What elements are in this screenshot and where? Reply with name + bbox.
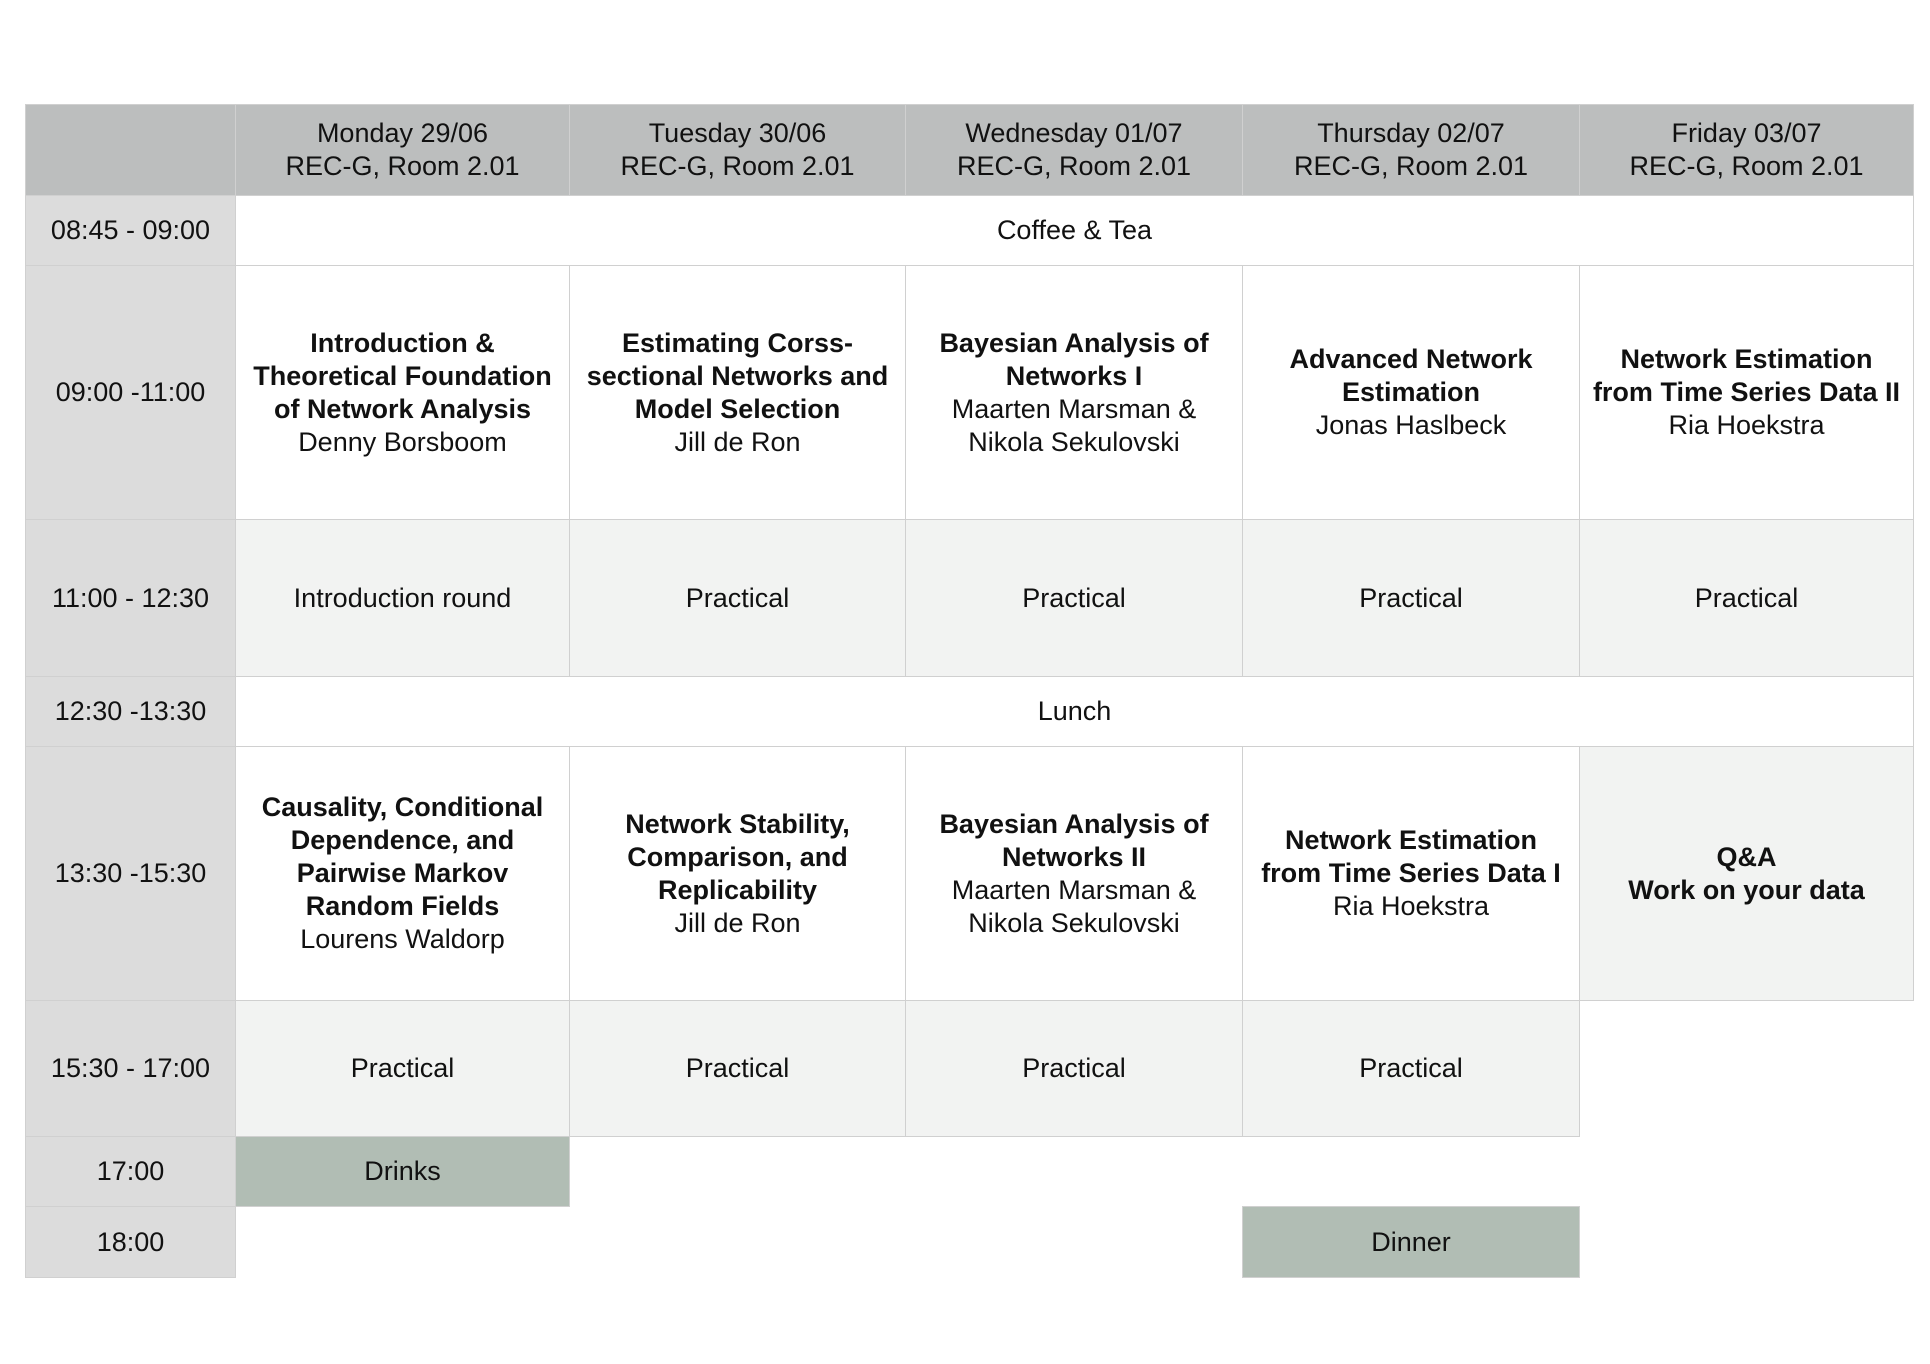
- practical-cell: Practical: [236, 1001, 570, 1137]
- header-row: [26, 105, 1914, 196]
- drinks-cell: Drinks: [236, 1137, 570, 1207]
- practical-cell: Practical: [906, 1001, 1243, 1137]
- session-speaker: Jill de Ron: [674, 426, 801, 457]
- time-cell: 13:30 -15:30: [26, 747, 236, 1001]
- session-title: Advanced Network Estimation: [1289, 344, 1533, 407]
- session-cell-thursday-morning: [1243, 266, 1580, 520]
- empty-cell: [1580, 1207, 1914, 1278]
- empty-cell: [236, 1207, 1243, 1278]
- empty-cell: [570, 1137, 1914, 1207]
- room-label: REC-G, Room 2.01: [1629, 151, 1864, 181]
- lunch-row: [26, 677, 1914, 747]
- time-cell: 11:00 - 12:30: [26, 520, 236, 677]
- session-cell-wednesday-afternoon: [906, 747, 1243, 1001]
- empty-cell: [1580, 1001, 1914, 1137]
- session-cell-tuesday-morning: [570, 266, 906, 520]
- day-header-monday: [236, 105, 570, 196]
- coffee-row: [26, 196, 1914, 266]
- day-label: Monday 29/06: [316, 118, 489, 148]
- morning-session-row: [26, 266, 1914, 520]
- session-speaker: Lourens Waldorp: [300, 924, 505, 954]
- session-cell-tuesday-afternoon: [570, 747, 906, 1001]
- session-title: Q&A: [1716, 841, 1777, 872]
- dinner-row: [26, 1207, 1914, 1278]
- session-speaker: Jonas Haslbeck: [1315, 410, 1507, 440]
- practical-cell: Introduction round: [236, 520, 570, 677]
- session-title: Bayesian Analysis of Networks I: [939, 327, 1209, 391]
- day-label: Friday 03/07: [1671, 118, 1822, 148]
- time-cell: 15:30 - 17:00: [26, 1001, 236, 1137]
- day-header-tuesday: [570, 105, 906, 196]
- practical-row-2: [26, 1001, 1914, 1137]
- session-speaker: Nikola Sekulovski: [968, 907, 1180, 938]
- session-speaker: Ria Hoekstra: [1332, 891, 1490, 921]
- afternoon-session-row: [26, 747, 1914, 1001]
- session-speaker: Jill de Ron: [674, 907, 801, 938]
- session-speaker: Maarten Marsman &: [951, 874, 1197, 905]
- lunch-break-cell: Lunch: [236, 677, 1914, 747]
- session-cell-monday-morning: [236, 266, 570, 520]
- session-cell-wednesday-morning: [906, 266, 1243, 520]
- time-cell: 09:00 -11:00: [26, 266, 236, 520]
- session-title: Work on your data: [1628, 874, 1865, 905]
- dinner-cell: Dinner: [1243, 1207, 1580, 1278]
- session-cell-friday-afternoon: [1580, 747, 1914, 1001]
- session-speaker: Nikola Sekulovski: [968, 426, 1180, 457]
- time-cell: 12:30 -13:30: [26, 677, 236, 747]
- header-corner-cell: [26, 105, 236, 196]
- session-speaker: Denny Borsboom: [298, 426, 507, 457]
- room-label: REC-G, Room 2.01: [620, 151, 855, 181]
- session-title: Estimating Corss-sectional Networks and Model Selection: [586, 327, 889, 424]
- room-label: REC-G, Room 2.01: [285, 151, 520, 181]
- day-label: Tuesday 30/06: [648, 118, 827, 148]
- day-header-wednesday: [906, 105, 1243, 196]
- session-title: Network Estimation from Time Series Data II: [1592, 344, 1901, 407]
- coffee-break-cell: Coffee & Tea: [236, 196, 1914, 266]
- session-title: Causality, Conditional Dependence, and Pairwise Markov Random Fields: [261, 792, 544, 921]
- time-cell: 17:00: [26, 1137, 236, 1207]
- practical-cell: Practical: [1243, 1001, 1580, 1137]
- session-speaker: Ria Hoekstra: [1668, 410, 1825, 440]
- practical-row-1: [26, 520, 1914, 677]
- session-title: Network Stability, Comparison, and Replicability: [625, 808, 850, 905]
- practical-cell: Practical: [570, 520, 906, 677]
- session-cell-monday-afternoon: [236, 747, 570, 1001]
- day-label: Thursday 02/07: [1317, 118, 1505, 148]
- session-cell-friday-morning: [1580, 266, 1914, 520]
- day-header-thursday: [1243, 105, 1580, 196]
- practical-cell: Practical: [906, 520, 1243, 677]
- day-label: Wednesday 01/07: [965, 118, 1183, 148]
- drinks-row: [26, 1137, 1914, 1207]
- practical-cell: Practical: [1580, 520, 1914, 677]
- schedule-sheet: [25, 104, 1913, 1278]
- session-title: Introduction & Theoretical Foundation of Network Analysis: [253, 327, 552, 424]
- practical-cell: Practical: [570, 1001, 906, 1137]
- session-speaker: Maarten Marsman &: [951, 393, 1197, 424]
- time-cell: 18:00: [26, 1207, 236, 1278]
- room-label: REC-G, Room 2.01: [956, 151, 1192, 181]
- schedule-table: [25, 104, 1914, 1278]
- session-title: Network Estimation from Time Series Data I: [1261, 825, 1561, 888]
- room-label: REC-G, Room 2.01: [1293, 151, 1529, 181]
- session-title: Bayesian Analysis of Networks II: [939, 808, 1209, 872]
- time-cell: 08:45 - 09:00: [26, 196, 236, 266]
- practical-cell: Practical: [1243, 520, 1580, 677]
- day-header-friday: [1580, 105, 1914, 196]
- session-cell-thursday-afternoon: [1243, 747, 1580, 1001]
